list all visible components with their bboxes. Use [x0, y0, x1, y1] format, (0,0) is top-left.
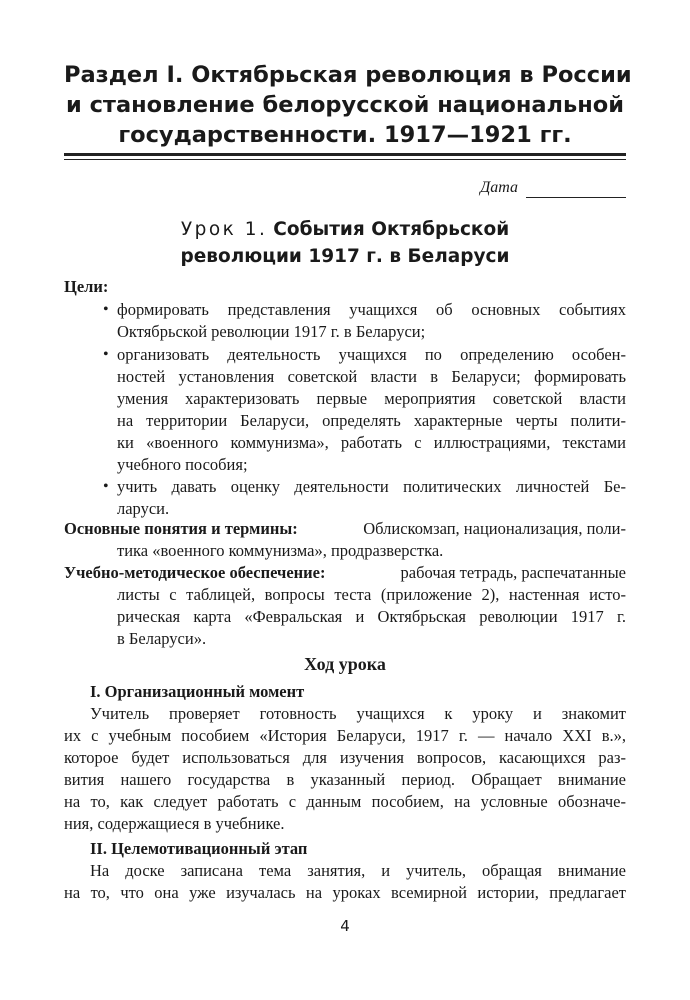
bullet-marker: • — [103, 346, 109, 363]
paragraph-line: их с учебным пособием «История Беларуси, 1917 г. — начало XXI в.», — [64, 726, 626, 745]
materials-text: рабочая тетрадь, распечатанные — [400, 563, 626, 582]
goal-line: учить давать оценку деятельности политических личностей Бе- — [117, 477, 626, 496]
materials-line: рическая карта «Февральская и Октябрьская революции 1917 г. — [117, 607, 626, 626]
bullet-marker: • — [103, 301, 109, 318]
course-heading: Ход урока — [304, 654, 386, 674]
section-title-line: государственности. 1917—1921 гг. — [118, 122, 572, 148]
paragraph-line: вития нашего государства в указанный период. Обращает внимание — [64, 770, 626, 789]
goal-line: на территории Беларуси, определять характерные черты полити- — [117, 411, 626, 430]
goal-line: формировать представления учащихся об основных событиях — [117, 300, 626, 319]
paragraph-line: которое будет использоваться для изучения вопросов, касающихся раз- — [64, 748, 626, 767]
section-title-line: Раздел I. Октябрьская революция в России — [64, 62, 632, 88]
lesson-title-line: революции 1917 г. в Беларуси — [180, 246, 510, 267]
lesson-title-line: События Октябрьской — [273, 219, 510, 240]
paragraph-line: на то, что она уже изучалась на уроках всемирной истории, предлагает — [64, 883, 626, 902]
materials-label: Учебно-методическое обеспечение: — [64, 563, 326, 582]
materials-first-line — [64, 562, 626, 584]
materials-line: в Беларуси». — [117, 629, 207, 648]
materials-line: листы с таблицей, вопросы теста (приложение 2), настенная исто- — [117, 585, 626, 604]
concepts-line: тика «военного коммунизма», продразверстка. — [117, 541, 444, 560]
page-number: 4 — [340, 917, 350, 935]
goal-line: ларуси. — [117, 499, 170, 518]
lesson-number: Урок 1. — [180, 219, 268, 240]
date-blank-line — [526, 183, 626, 198]
lesson-title — [64, 216, 626, 270]
date-label: Дата — [480, 179, 518, 196]
goal-line: Октябрьской революции 1917 г. в Беларуси; — [117, 322, 426, 341]
bullet-marker: • — [103, 478, 109, 495]
title-rule-thick — [64, 153, 626, 156]
concepts-first-line — [64, 518, 626, 540]
goal-line: умения характеризовать первые мероприятия советской власти — [117, 389, 626, 408]
goal-line: ки «военного коммунизма», работать с иллюстрациями, текстами — [117, 433, 626, 452]
concepts-label: Основные понятия и термины: — [64, 519, 298, 538]
paragraph-line: На доске записана тема занятия, и учитель, обращая внимание — [90, 861, 626, 880]
stage-heading: II. Целемотивационный этап — [90, 839, 308, 858]
title-rule-thin — [64, 159, 626, 160]
goal-line: ностей установления советской власти в Беларуси; формировать — [117, 367, 626, 386]
section-title-line: и становление белорусской национальной — [65, 92, 625, 118]
goal-line: организовать деятельность учащихся по определению особен- — [117, 345, 626, 364]
paragraph-line: ния, содержащиеся в учебнике. — [64, 814, 285, 833]
paragraph-line: на то, как следует работать с данным пособием, на условные обозначе- — [64, 792, 626, 811]
section-title — [64, 60, 632, 150]
paragraph-line: Учитель проверяет готовность учащихся к уроку и знакомит — [90, 704, 626, 723]
goal-line: учебного пособия; — [117, 455, 248, 474]
concepts-text: Облискомзап, национализация, поли- — [363, 519, 626, 538]
goals-label: Цели: — [64, 277, 109, 296]
date-field — [480, 178, 626, 198]
stage-heading: I. Организационный момент — [90, 682, 305, 701]
